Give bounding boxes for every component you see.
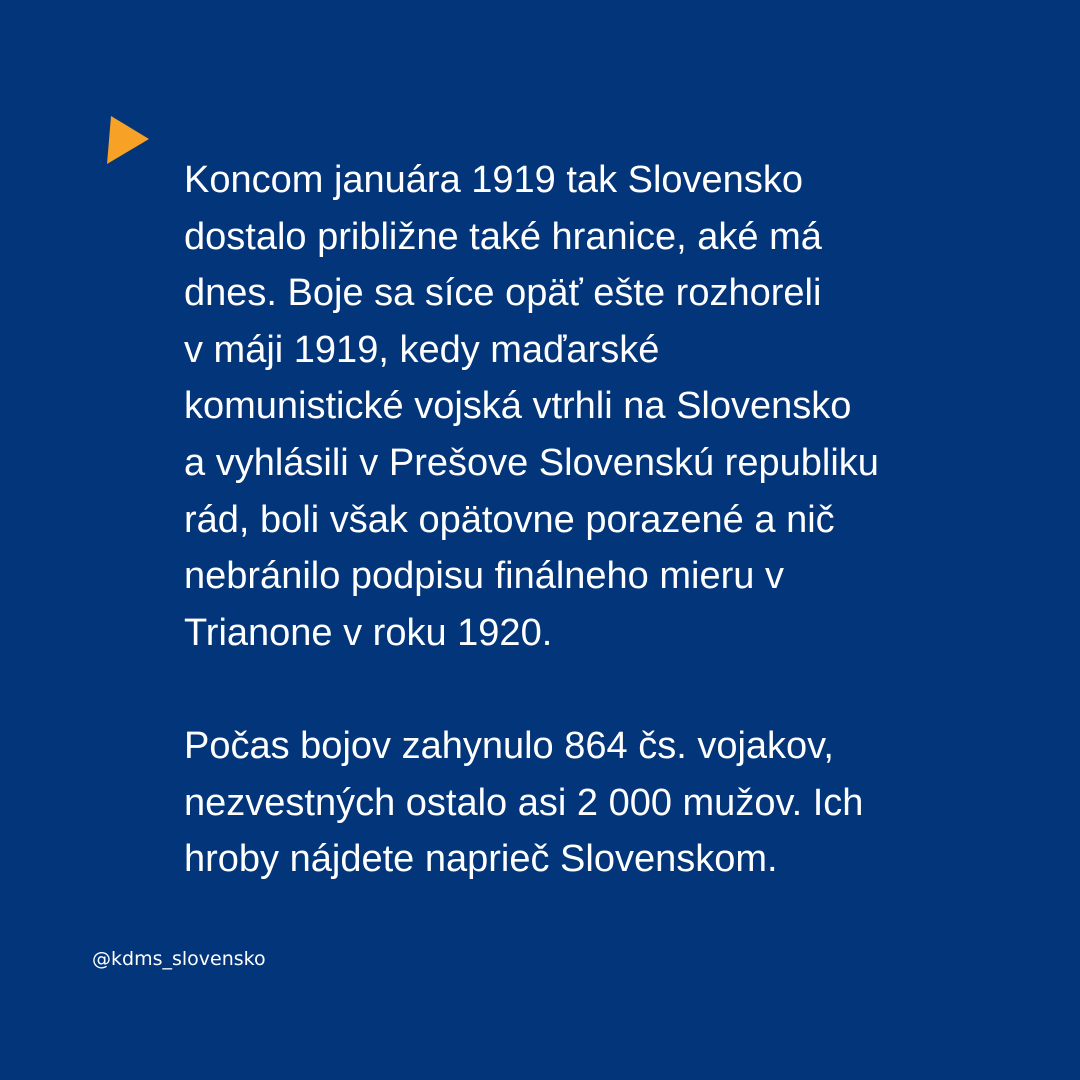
post-text bbox=[184, 152, 1034, 888]
text-line: nezvestných ostalo asi 2 000 mužov. Ich bbox=[184, 781, 864, 824]
paragraph-2 bbox=[184, 718, 1034, 888]
paragraph-1 bbox=[184, 152, 1034, 661]
text-line: dnes. Boje sa síce opäť ešte rozhoreli bbox=[184, 272, 822, 315]
text-line: hroby nájdete naprieč Slovenskom. bbox=[184, 838, 778, 881]
text-line: Počas bojov zahynulo 864 čs. vojakov, bbox=[184, 724, 834, 767]
text-line: Koncom januára 1919 tak Slovensko bbox=[184, 159, 803, 201]
text-line: rád, boli však opätovne porazené a nič bbox=[184, 498, 835, 541]
text-line: Trianone v roku 1920. bbox=[184, 611, 553, 654]
text-line: nebránilo podpisu finálneho mieru v bbox=[184, 555, 784, 598]
text-line: a vyhlásili v Prešove Slovenskú republiku bbox=[184, 441, 879, 484]
paragraph-spacer bbox=[184, 661, 1034, 718]
text-line: komunistické vojská vtrhli na Slovensko bbox=[184, 385, 852, 428]
play-triangle-icon bbox=[107, 114, 151, 166]
text-line: v máji 1919, kedy maďarské bbox=[184, 328, 660, 371]
account-handle: @kdms_slovensko bbox=[92, 948, 266, 970]
text-line: dostalo približne také hranice, aké má bbox=[184, 215, 822, 258]
